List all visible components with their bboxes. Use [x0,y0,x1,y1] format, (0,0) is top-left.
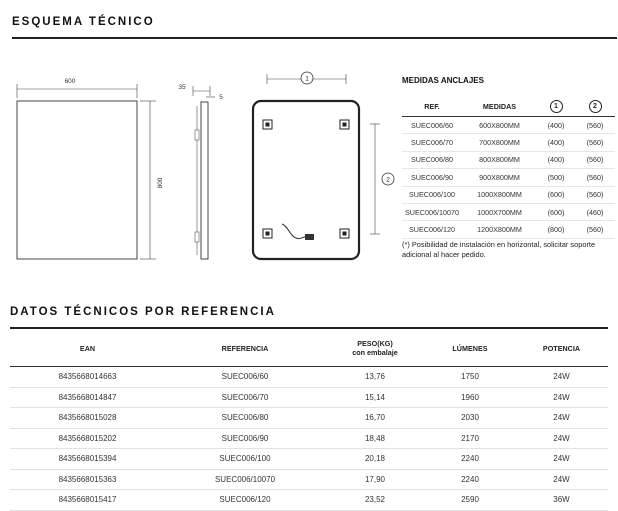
anchorage-table [402,96,615,239]
anchorage-medidas: 700X800MM [462,134,537,151]
tech-potencia: 24W [515,387,608,408]
tech-lumenes: 1960 [425,387,515,408]
tech-referencia: SUEC006/70 [165,387,325,408]
anchor-bottom-left [263,229,272,238]
anchorage-note: (*) Posibilidad de instalación en horizontal, solicitar soporte adicional al hacer pedido. [402,240,596,259]
anchor-top-left [263,120,272,129]
tech-section-title: DATOS TÉCNICOS POR REFERENCIA [10,306,276,318]
anchorage-c1: (500) [537,169,575,186]
anchorage-ref: SUEC006/60 [402,117,462,134]
tech-row [10,449,608,470]
anchorage-header-row [402,96,615,117]
tech-potencia: 24W [515,408,608,429]
anchorage-ref: SUEC006/120 [402,221,462,238]
anchorage-row [402,169,615,186]
anchorage-medidas: 1200X800MM [462,221,537,238]
anchorage-c1: (600) [537,186,575,203]
tech-potencia: 24W [515,367,608,388]
side-view [178,84,223,259]
anchorage-c2: (560) [575,151,615,168]
tech-table [10,330,608,511]
tech-col-potencia: POTENCIA [515,330,608,367]
tech-col-ean: EAN [10,330,165,367]
anchorage-medidas: 1000X800MM [462,186,537,203]
tech-ean: 8435668015363 [10,469,165,490]
front-view-panel [17,101,137,259]
tech-referencia: SUEC006/100 [165,449,325,470]
tech-referencia: SUEC006/60 [165,367,325,388]
power-connector [305,234,314,240]
tech-peso: 20,18 [325,449,425,470]
anchorage-medidas: 900X800MM [462,169,537,186]
tech-col-peso-line1: PESO(KG) [357,339,393,348]
tech-ean: 8435668015202 [10,428,165,449]
tech-ean: 8435668015394 [10,449,165,470]
anchorage-medidas: 1000X700MM [462,203,537,220]
anchorage-c2: (560) [575,221,615,238]
anchorage-row [402,151,615,168]
schema-section-title: ESQUEMA TÉCNICO [12,16,155,28]
tech-peso: 15,14 [325,387,425,408]
anchorage-row [402,134,615,151]
tech-ean: 8435668014663 [10,367,165,388]
tech-peso: 18,48 [325,428,425,449]
tech-row [10,408,608,429]
anchorage-c1: (400) [537,151,575,168]
tech-row [10,428,608,449]
tech-referencia: SUEC006/120 [165,490,325,511]
anchorage-c1: (800) [537,221,575,238]
front-width-label: 600 [64,78,76,85]
anchorage-c1: (600) [537,203,575,220]
anchorage-medidas: 600X800MM [462,117,537,134]
tech-lumenes: 1750 [425,367,515,388]
side-depth-inner-label: 5 [219,94,223,101]
anchorage-ref: SUEC006/80 [402,151,462,168]
tech-ean: 8435668015417 [10,490,165,511]
anchor-bottom-right [340,229,349,238]
anchorage-row [402,221,615,238]
front-view [17,78,164,259]
tech-potencia: 24W [515,469,608,490]
anchorage-row [402,186,615,203]
tech-lumenes: 2030 [425,408,515,429]
anchorage-c2: (560) [575,186,615,203]
anchorage-c1: (400) [537,134,575,151]
tech-lumenes: 2170 [425,428,515,449]
anchor-top-right [340,120,349,129]
tech-peso: 23,52 [325,490,425,511]
side-view-profile [201,102,208,259]
tech-col-peso [325,330,425,367]
tech-referencia: SUEC006/90 [165,428,325,449]
anchorage-ref: SUEC006/100 [402,186,462,203]
tech-referencia: SUEC006/80 [165,408,325,429]
tech-ean: 8435668014847 [10,387,165,408]
tech-lumenes: 2240 [425,449,515,470]
tech-row [10,367,608,388]
tech-ean: 8435668015028 [10,408,165,429]
anchorage-c2: (560) [575,134,615,151]
anchorage-ref: SUEC006/10070 [402,203,462,220]
anchorage-row [402,117,615,134]
tech-lumenes: 2240 [425,469,515,490]
tech-peso: 13,76 [325,367,425,388]
anchorage-c1: (400) [537,117,575,134]
dim-marker-1-label: 1 [305,75,309,83]
front-height-label: 800 [157,177,164,189]
anchorage-c2: (560) [575,169,615,186]
tech-peso: 16,70 [325,408,425,429]
back-view [253,72,394,259]
anchorage-c2: (560) [575,117,615,134]
anchorage-col-2-badge: 2 [589,100,602,113]
anchorage-col-1 [537,96,575,117]
anchorage-medidas: 800X800MM [462,151,537,168]
tech-header-row [10,330,608,367]
side-depth-outer-label: 35 [178,84,186,91]
dim-marker-2-label: 2 [386,176,390,184]
tech-peso: 17,90 [325,469,425,490]
tech-divider [10,327,608,329]
tech-potencia: 24W [515,449,608,470]
anchorage-col-1-badge: 1 [550,100,563,113]
anchorage-title: MEDIDAS ANCLAJES [402,76,484,85]
tech-potencia: 36W [515,490,608,511]
tech-col-peso-line2: con embalaje [352,348,398,357]
anchorage-ref: SUEC006/90 [402,169,462,186]
tech-lumenes: 2590 [425,490,515,511]
tech-row [10,490,608,511]
anchorage-col-medidas: MEDIDAS [462,96,537,117]
anchorage-row [402,203,615,220]
tech-col-referencia: REFERENCIA [165,330,325,367]
anchorage-ref: SUEC006/70 [402,134,462,151]
tech-row [10,469,608,490]
tech-potencia: 24W [515,428,608,449]
anchorage-col-ref: REF. [402,96,462,117]
tech-row [10,387,608,408]
anchorage-col-2 [575,96,615,117]
tech-referencia: SUEC006/10070 [165,469,325,490]
tech-col-lumenes: LÚMENES [425,330,515,367]
technical-drawing [0,0,400,280]
anchorage-c2: (460) [575,203,615,220]
